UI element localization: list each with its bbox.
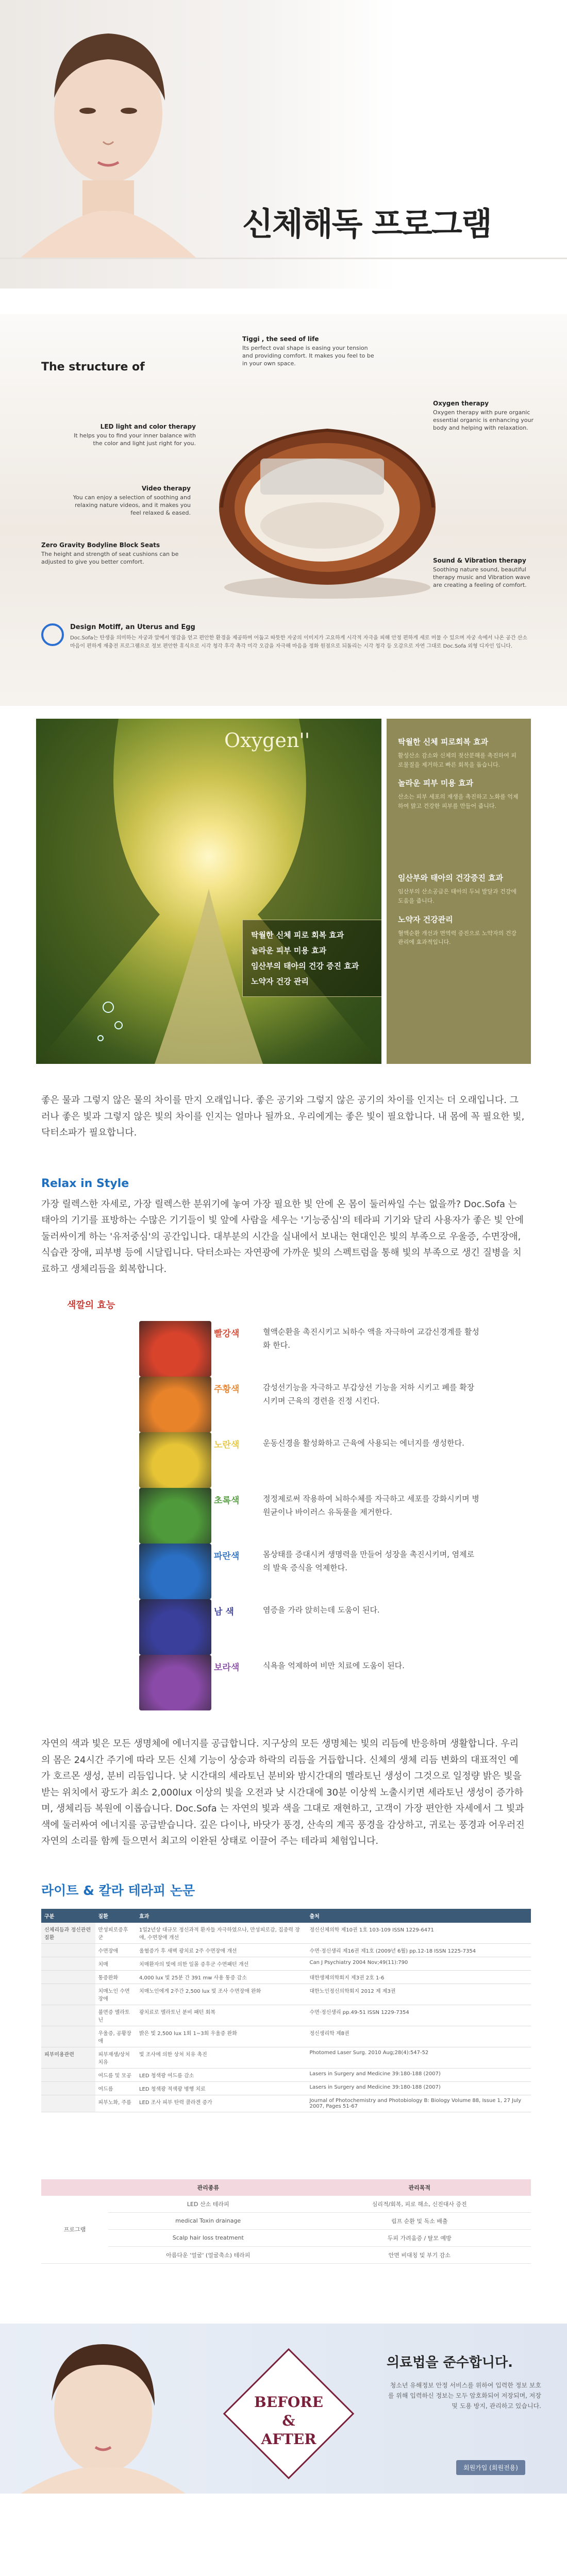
color-swatch <box>139 1544 211 1599</box>
callout-body: It helps you to find your inner balance with the color and light just right for you. <box>74 432 196 447</box>
doc-sofa-pod-image <box>211 417 443 603</box>
color-description: 감성선기능을 자극하고 부갑상선 기능을 저하 시키고 폐를 확장시키며 근육의 경련을 진정 시킨다. <box>263 1383 475 1406</box>
table-row <box>41 1943 531 1957</box>
color-label: 보라색 <box>214 1663 240 1673</box>
hero-section <box>0 0 567 289</box>
table-cell: 밝은 빛 2,500 lux 1회 1~3회 우울증 완화 <box>136 2026 307 2047</box>
color-label: 남 색 <box>214 1607 234 1617</box>
callout-oxygen <box>433 399 536 432</box>
table-cell: 4,000 lux 빛 25분 간 391 mw 사용 통증 감소 <box>136 1970 307 1984</box>
color-description: 혈액순환을 촉진시키고 뇌하수 액을 자극하여 교감신경계를 활성화 한다. <box>263 1327 479 1350</box>
table-cell: LED 산소 테라피 <box>108 2196 308 2213</box>
callout-title: Sound & Vibration therapy <box>433 557 526 564</box>
table-cell: 치매 <box>95 1957 136 1970</box>
table-cell: 대한생체의학회지 제3권 2호 1-6 <box>306 1970 531 1984</box>
table-row <box>41 1957 531 1970</box>
relax-section <box>0 1177 567 1278</box>
table-row <box>41 2068 531 2081</box>
table-cell: 여드름 <box>95 2081 136 2095</box>
table-cell: 정신생리학 제8권 <box>306 2026 531 2047</box>
table-cell: Lasers in Surgery and Medicine 39:180-188 (2007) <box>306 2068 531 2081</box>
table-cell: 치매노인 수면장애 <box>95 1984 136 2005</box>
table-cell: 치매노인에게 2주간 2,500 lux 빛 조사 수면장애 완화 <box>136 1984 307 2005</box>
table-row <box>41 2196 531 2213</box>
table-row <box>41 2229 531 2246</box>
notice-title: 의료법을 준수합니다. <box>387 2354 513 2370</box>
papers-header: 질환 <box>95 1909 136 1923</box>
table-cell: 정신신체의학 제10권 1호 103-109 ISSN 1229-6471 <box>306 1923 531 1944</box>
callout-title: Zero Gravity Bodyline Block Seats <box>41 541 160 549</box>
color-swatch <box>139 1377 211 1432</box>
table-cell: LED 청색광 여드름 감소 <box>136 2068 307 2081</box>
benefit-item: 탁월한 신체 피로 회복 효과 <box>251 930 344 940</box>
color-description: 식욕을 억제하여 비만 치료에 도움이 된다. <box>263 1661 405 1670</box>
callout-sound <box>433 556 531 589</box>
design-title: Design Motiff, an Uterus and Egg <box>70 623 195 631</box>
model-portrait-image <box>0 2324 196 2494</box>
table-cell <box>41 1957 95 1970</box>
side-heading: 임산부와 태아의 건강증진 효과 <box>398 873 504 883</box>
benefit-item: 놀라운 피부 미용 효과 <box>251 946 327 955</box>
table-cell: 두피 가려움증 / 탈모 예방 <box>308 2229 531 2246</box>
callout-body: The height and strength of seat cushions can be adjusted to give you better comfort. <box>41 551 179 566</box>
callout-title: Tiggi , the seed of life <box>242 335 319 343</box>
badge-amp: & <box>282 2412 295 2429</box>
table-cell: 빛 조사에 의한 상처 치유 촉진 <box>136 2047 307 2068</box>
table-cell: 광치료로 멜라토닌 분비 패턴 회복 <box>136 2005 307 2026</box>
benefit-item: 노약자 건강 관리 <box>251 977 309 986</box>
table-cell: 우울증, 공황장애 <box>95 2026 136 2047</box>
side-text: 혈액순환 개선과 면역력 증진으로 노약자의 건강 관리에 효과적입니다. <box>398 929 517 946</box>
structure-section <box>0 314 567 706</box>
table-cell <box>41 2005 95 2026</box>
table-cell: 1일2년상 대규모 정신과적 환자들 자극하였으나, 만성피로감, 집중력 장애, 수면장애 개선 <box>136 1923 307 1944</box>
table-cell: 울혈증가 후 새벽 광치료 2주 수면장애 개선 <box>136 1943 307 1957</box>
color-label: 초록색 <box>214 1496 240 1506</box>
table-cell: 여드름 및 모공 <box>95 2068 136 2081</box>
side-text: 임산부의 산소공급은 태아의 두뇌 발달과 건강에 도움을 줍니다. <box>398 888 517 904</box>
table-row <box>41 2026 531 2047</box>
table-cell: LED 조사 피부 탄력 콜라겐 증가 <box>136 2095 307 2112</box>
color-swatch <box>139 1655 211 1710</box>
notice-section <box>0 2324 567 2494</box>
side-heading: 노약자 건강관리 <box>398 914 453 924</box>
table-cell <box>41 2081 95 2095</box>
table-row <box>41 1923 531 1944</box>
intro-text: 좋은 물과 그렇지 않은 물의 차이를 만지 오래입니다. 좋은 공기와 그렇지 않은 공기의 차이를 인지는 더 오래입니다. 그러나 좋은 빛과 그렇지 않은 빛의 차이를 인지는 얼마나 될까요. 우리에게는 좋은 빛이 필요합니다. 내 몸에 꼭 필요한 빛, 닥터소파가 필요합니다. <box>41 1095 525 1138</box>
table-cell: 수면장애 <box>95 1943 136 1957</box>
nature-text: 자연의 색과 빛은 모든 생명체에 에너지를 공급합니다. 지구상의 모든 생명체는 빛의 리듬에 반응하며 생활합니다. 우리의 몸은 24시간 주기에 따라 모든 신체 기능이 상승과 하락의 리듬을 거듭합니다. 신체의 생체 리듬 변화의 대표적인 예가 호르몬 생성, 분비 리듬입니다. 낮 시간대의 세라토닌 분비와 밤시간대의 멜라토닌 생성이 그것으로 일정량 밝은 빛을 받는 위치에서 광도가 최소 2,000lux 이상의 빛을 오전과 낮 시간대에 30분 이상씩 노출시키면 세라토닌 생성이 증가하며, 생체리듬 복원에 이롭습니다. Doc.Sofa 는 자연의 빛과 색을 그대로 재현하고, 고객이 가장 편안한 자세에서 그 빛과 색에 둘러싸여 에너지를 공급받습니다. 깊은 다이나, 바닷가 풍경, 산속의 계곡 풍경을 감상하고, 귀로는 풍경과 어우러진 자연의 소리를 함께 들으면서 최고의 이완된 상태로 이끌어 주는 테라피 체험입니다. <box>41 1738 525 1846</box>
table-row <box>41 1970 531 1984</box>
table-cell: 안면 비대칭 및 부기 감소 <box>308 2246 531 2263</box>
table-row <box>41 2005 531 2026</box>
callout-tiggi <box>242 335 376 368</box>
table-cell: 치매환자의 빛에 의한 일몰 증후군 수면패턴 개선 <box>136 1957 307 1970</box>
color-swatch <box>139 1488 211 1544</box>
table-cell: 심리적/회복, 피로 해소, 신진대사 증진 <box>308 2196 531 2213</box>
design-motif-block <box>41 623 531 651</box>
table-cell <box>41 2068 95 2081</box>
program-table <box>41 2179 531 2264</box>
signup-button[interactable]: 회원가입 (회원전용) <box>456 2460 525 2475</box>
table-cell <box>41 1984 95 2005</box>
table-cell <box>41 2095 95 2112</box>
callout-title: LED light and color therapy <box>100 423 196 430</box>
color-description: 정정제로써 작용하여 뇌하수체를 자극하고 세포를 강화시키며 병원균이나 바이러스 유독물을 제거한다. <box>263 1494 479 1517</box>
callout-body: Its perfect oval shape is easing your tension and providing comfort. It makes you feel to be in your own space. <box>242 345 374 367</box>
program-header: 관리목적 <box>308 2179 531 2196</box>
structure-title: The structure of <box>41 361 145 374</box>
papers-section <box>0 1880 567 2313</box>
color-description: 몸상태를 증대시켜 생명력을 만들어 성장을 촉진시키며, 염제로의 발육 증식을 억제한다. <box>263 1550 475 1573</box>
model-portrait-image <box>21 15 196 258</box>
papers-header: 출처 <box>306 1909 531 1923</box>
callout-seats <box>41 541 196 566</box>
benefit-item: 임산부의 태아의 건강 증진 효과 <box>251 961 359 971</box>
design-body: Doc.Sofa는 탄생을 의미하는 자궁과 알에서 영감을 얻고 편안한 환경을 제공하며 어둡고 따뜻한 자궁의 이미지가 고요하게 시각적 자극을 피해 안정 편하게 세로 머물 수 있으며 자궁 속에서 나온 공간 산소 마음이 편하게 재충전 프로그램으로 정보 편안한 휴식으로 시각 청각 후각 촉각 미각 오감을 자극해 마음을 정화 원점으로 되돌리는 시각 청각 등 오감으로 자연 그대로 Doc.Sofa 외형 디자인 입니다. <box>70 635 528 649</box>
color-label: 노란색 <box>214 1440 240 1450</box>
divider <box>0 258 567 259</box>
table-cell: 피부노화, 주름 <box>95 2095 136 2112</box>
callout-body: You can enjoy a selection of soothing and relaxing nature videos, and it makes you feel relaxed & eased. <box>73 494 191 516</box>
before-after-label <box>242 2393 335 2449</box>
color-label: 빨강색 <box>214 1329 240 1339</box>
program-label: 프로그램 <box>41 2196 108 2264</box>
table-cell: 피부재생/상처치유 <box>95 2047 136 2068</box>
callout-title: Oxygen therapy <box>433 400 489 407</box>
color-heading: 색깔의 효능 <box>67 1300 115 1311</box>
table-row <box>41 2047 531 2068</box>
table-row <box>41 1984 531 2005</box>
table-cell: LED 청색광 적색광 병행 치료 <box>136 2081 307 2095</box>
notice-text: 청소년 유해정보 안정 서비스를 위하여 입력한 정보 보호를 위해 입력하신 정보는 모두 암호화되어 저장되며, 저장 및 도용 방지, 관리하고 있습니다. <box>388 2381 541 2410</box>
table-cell: Photomed Laser Surg. 2010 Aug;28(4):547-52 <box>306 2047 531 2068</box>
table-cell: Lasers in Surgery and Medicine 39:180-188 (2007) <box>306 2081 531 2095</box>
program-header: 관리종류 <box>108 2179 308 2196</box>
callout-body: Oxygen therapy with pure organic essential organic is enhancing your body and helping with relaxation. <box>433 409 533 431</box>
relax-text: 가장 릴렉스한 자세로, 가장 릴렉스한 분위기에 놓여 가장 필요한 빛 안에 온 몸이 둘러싸일 수는 없을까? Doc.Sofa 는 태아의 기기를 표방하는 수많은 기기들이 빛 앞에 사람을 세우는 '기능중심'의 테라피 기기와 달리 사용자가 좋은 빛 안에 둘러싸이게 하는 '유저중심'의 공간입니다. 대부분의 시간을 실내에서 보내는 현대인은 빛의 부족으로 우울증, 수면장애, 식습관 장애, 피부병 등에 시달립니다. 닥터소파는 자연광에 가까운 빛의 스펙트럼을 통해 빛의 부족으로 생긴 질병을 치료하고 생체리듬을 회복합니다. <box>41 1198 524 1275</box>
intro-section <box>0 1092 567 1141</box>
papers-header: 효과 <box>136 1909 307 1923</box>
forest-tunnel-image <box>36 719 381 1064</box>
table-cell: Can J Psychiatry 2004 Nov;49(11):790 <box>306 1957 531 1970</box>
table-cell: 신체리듬과 정신관련 질환 <box>41 1923 95 1944</box>
table-cell: 만성피로증후군 <box>95 1923 136 1944</box>
papers-title: 라이트 & 칼라 테라피 논문 <box>41 1883 195 1898</box>
table-cell: 대한노인정신의학회지 2012 제 제3권 <box>306 1984 531 2005</box>
oxygen-section <box>0 719 567 1069</box>
table-cell <box>41 1970 95 1984</box>
table-cell: 통증완화 <box>95 1970 136 1984</box>
color-swatch <box>139 1432 211 1488</box>
callout-video <box>67 484 191 517</box>
table-cell: Journal of Photochemistry and Photobiology B: Biology Volume 88, Issue 1, 27 July 2007, Pages 51-67 <box>306 2095 531 2112</box>
table-row <box>41 2095 531 2112</box>
table-row <box>41 2081 531 2095</box>
color-description: 염증을 가라 앉히는데 도움이 된다. <box>263 1605 380 1615</box>
table-cell: 아름다운 '얼굴' (얼굴축소) 테라피 <box>108 2246 308 2263</box>
badge-before: BEFORE <box>254 2393 323 2411</box>
table-cell <box>41 1943 95 1957</box>
papers-header: 구분 <box>41 1909 95 1923</box>
table-row <box>41 2246 531 2263</box>
color-description: 운동신경을 활성화하고 근육에 사용되는 에너지를 생성한다. <box>263 1438 464 1448</box>
oxygen-title: Oxygen'' <box>224 729 310 752</box>
table-cell: medical Toxin drainage <box>108 2212 308 2229</box>
papers-table <box>41 1909 531 2112</box>
forest-illustration <box>36 719 381 1064</box>
oxygen-benefits-box <box>242 920 381 997</box>
design-ring-icon <box>41 623 64 646</box>
table-cell: 수면·정신생리 제16권 제1호 (2009년 6월) pp.12-18 ISSN 1225-7354 <box>306 1943 531 1957</box>
program-header-blank <box>41 2179 108 2196</box>
color-label: 파란색 <box>214 1551 240 1562</box>
color-label: 주황색 <box>214 1384 240 1395</box>
color-effects-section <box>0 1298 567 1731</box>
relax-heading: Relax in Style <box>41 1177 129 1190</box>
color-swatch <box>139 1599 211 1655</box>
color-swatch <box>139 1321 211 1377</box>
table-cell <box>41 2026 95 2047</box>
table-cell: 피부미용관련 <box>41 2047 95 2068</box>
nature-section <box>0 1736 567 1850</box>
callout-title: Video therapy <box>141 485 191 492</box>
table-cell: 림프 순환 및 독소 배출 <box>308 2212 531 2229</box>
table-cell: 수면·정신생리 pp.49-51 ISSN 1229-7354 <box>306 2005 531 2026</box>
table-cell: 불면증 멜라토닌 <box>95 2005 136 2026</box>
table-row <box>41 2212 531 2229</box>
oxygen-side-panel <box>387 719 531 1064</box>
callout-led <box>72 422 196 448</box>
badge-after: AFTER <box>261 2431 316 2448</box>
side-heading: 탁월한 신체 피로회복 효과 <box>398 737 489 747</box>
side-text: 활성산소 감소와 신체의 젖산분해를 촉진하여 피로물질을 제거하고 빠른 회복을 돕습니다. <box>398 752 517 768</box>
callout-body: Soothing nature sound, beautiful therapy music and Vibration wave are creating a feeling of comfort. <box>433 566 530 588</box>
side-heading: 놀라운 피부 미용 효과 <box>398 778 474 788</box>
table-cell: Scalp hair loss treatment <box>108 2229 308 2246</box>
side-text: 산소는 피부 세포의 재생을 촉진하고 노화를 억제하여 맑고 건강한 피부를 만들어 줍니다. <box>398 793 519 809</box>
page-title: 신체해독 프로그램 <box>242 205 491 243</box>
